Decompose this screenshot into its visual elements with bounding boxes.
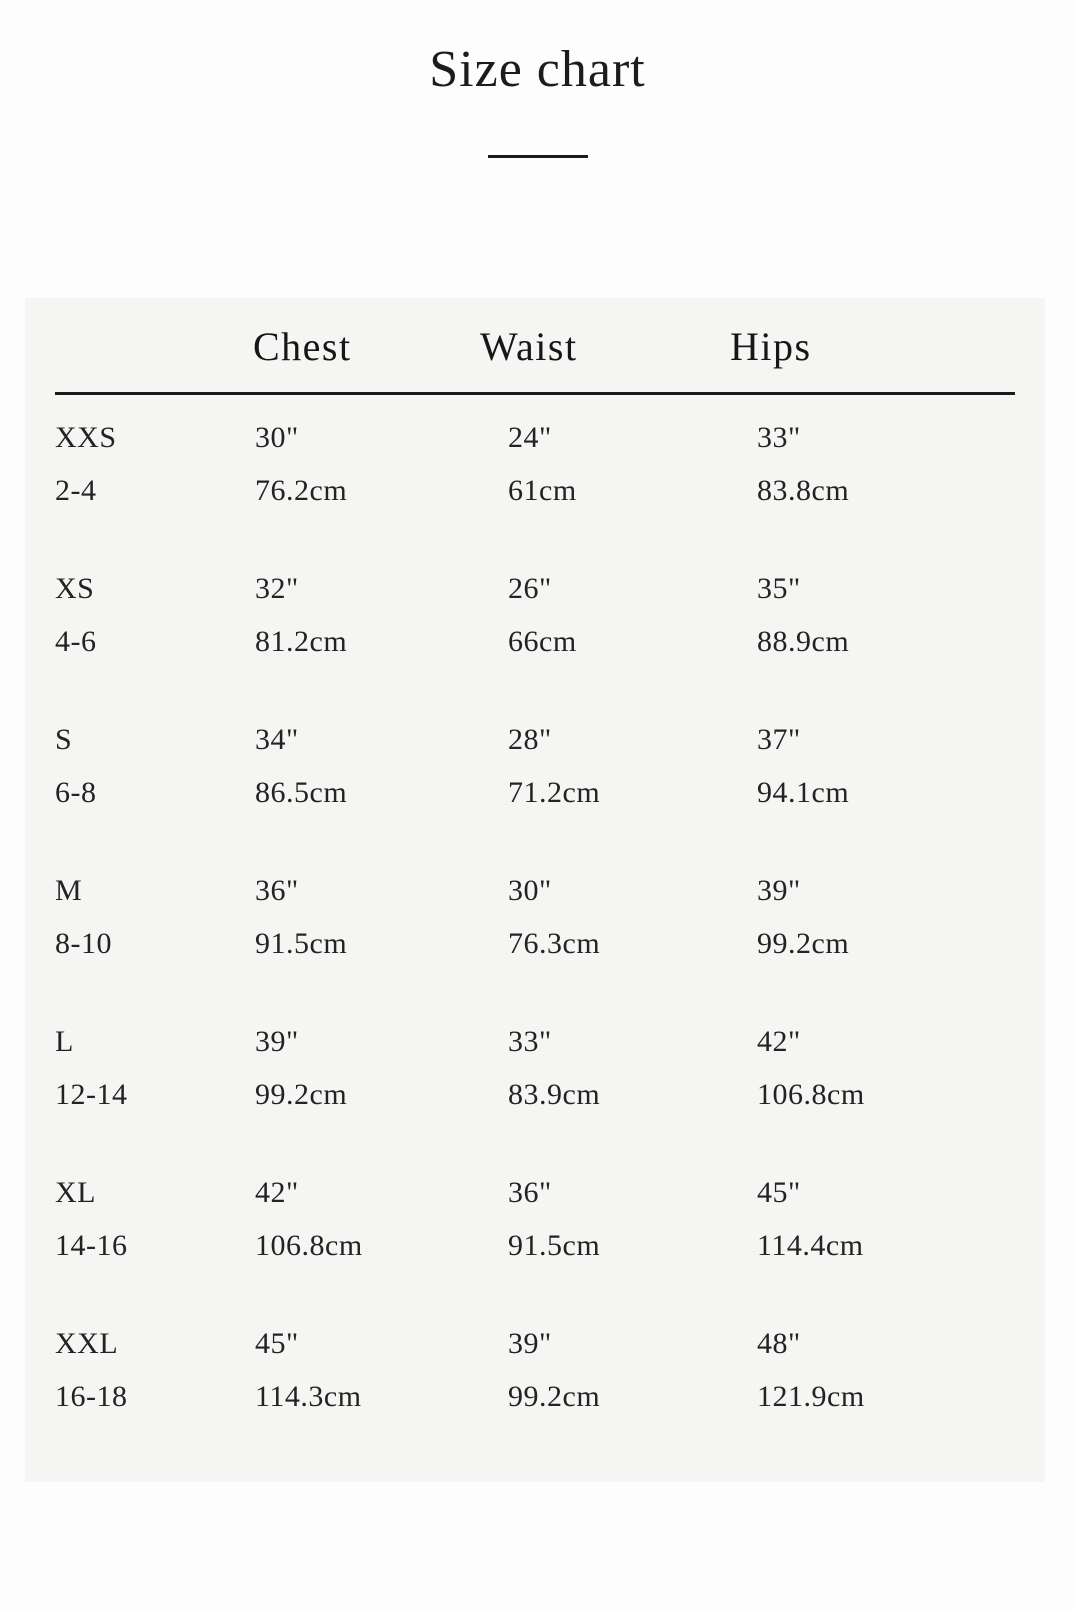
row-line-cm xyxy=(55,774,1015,812)
size-label: XL xyxy=(55,1176,96,1209)
waist-cm-value: 91.5cm xyxy=(508,1229,601,1262)
hips-inches-value: 37" xyxy=(757,723,801,756)
table-row xyxy=(55,1325,1015,1416)
chest-inches-value: 39" xyxy=(255,1025,299,1058)
waist-inches-value: 30" xyxy=(508,874,552,907)
chest-inches-value: 34" xyxy=(255,723,299,756)
row-line-inches xyxy=(55,872,1015,910)
header-rule xyxy=(55,392,1015,395)
chest-cm-value: 86.5cm xyxy=(255,776,348,809)
chest-cm-value: 81.2cm xyxy=(255,625,348,658)
size-range-label: 12-14 xyxy=(55,1078,128,1111)
chest-inches-value: 45" xyxy=(255,1327,299,1360)
waist-cm-value: 83.9cm xyxy=(508,1078,601,1111)
size-range-label: 14-16 xyxy=(55,1229,128,1262)
table-row xyxy=(55,721,1015,812)
waist-inches-value: 39" xyxy=(508,1327,552,1360)
hips-cm-value: 94.1cm xyxy=(757,776,850,809)
row-line-inches xyxy=(55,1023,1015,1061)
hips-inches-value: 45" xyxy=(757,1176,801,1209)
hips-cm-value: 83.8cm xyxy=(757,474,850,507)
hips-inches-value: 42" xyxy=(757,1025,801,1058)
row-line-cm xyxy=(55,623,1015,661)
size-range-label: 2-4 xyxy=(55,474,97,507)
chest-inches-value: 42" xyxy=(255,1176,299,1209)
table-row xyxy=(55,419,1015,510)
chest-cm-value: 91.5cm xyxy=(255,927,348,960)
size-chart-header xyxy=(0,0,1075,158)
hips-inches-value: 39" xyxy=(757,874,801,907)
page-title: Size chart xyxy=(429,41,646,98)
waist-cm-value: 71.2cm xyxy=(508,776,601,809)
size-label: L xyxy=(55,1025,74,1058)
table-body xyxy=(55,419,1015,1416)
column-header-hips: Hips xyxy=(730,324,812,369)
chest-cm-value: 99.2cm xyxy=(255,1078,348,1111)
row-line-cm xyxy=(55,472,1015,510)
size-label: S xyxy=(55,723,73,756)
hips-cm-value: 88.9cm xyxy=(757,625,850,658)
hips-inches-value: 35" xyxy=(757,572,801,605)
table-row xyxy=(55,570,1015,661)
chest-inches-value: 36" xyxy=(255,874,299,907)
chest-cm-value: 76.2cm xyxy=(255,474,348,507)
chest-cm-value: 114.3cm xyxy=(255,1380,362,1413)
hips-cm-value: 106.8cm xyxy=(757,1078,865,1111)
row-line-cm xyxy=(55,1227,1015,1265)
hips-inches-value: 33" xyxy=(757,421,801,454)
row-line-cm xyxy=(55,1378,1015,1416)
column-header-waist: Waist xyxy=(480,324,578,369)
size-range-label: 16-18 xyxy=(55,1380,128,1413)
size-chart-panel xyxy=(25,298,1045,1482)
size-range-label: 6-8 xyxy=(55,776,97,809)
row-line-cm xyxy=(55,1076,1015,1114)
size-label: XXS xyxy=(55,421,117,454)
chest-inches-value: 30" xyxy=(255,421,299,454)
size-range-label: 8-10 xyxy=(55,927,112,960)
table-row xyxy=(55,1023,1015,1114)
row-line-cm xyxy=(55,925,1015,963)
row-line-inches xyxy=(55,1325,1015,1363)
waist-cm-value: 76.3cm xyxy=(508,927,601,960)
hips-cm-value: 121.9cm xyxy=(757,1380,865,1413)
waist-inches-value: 36" xyxy=(508,1176,552,1209)
row-line-inches xyxy=(55,419,1015,457)
chest-cm-value: 106.8cm xyxy=(255,1229,363,1262)
hips-cm-value: 99.2cm xyxy=(757,927,850,960)
waist-cm-value: 61cm xyxy=(508,474,577,507)
row-line-inches xyxy=(55,570,1015,608)
table-row xyxy=(55,872,1015,963)
size-label: XXL xyxy=(55,1327,119,1360)
row-line-inches xyxy=(55,721,1015,759)
column-header-size xyxy=(55,318,253,376)
waist-cm-value: 66cm xyxy=(508,625,577,658)
row-line-inches xyxy=(55,1174,1015,1212)
table-row xyxy=(55,1174,1015,1265)
waist-cm-value: 99.2cm xyxy=(508,1380,601,1413)
hips-cm-value: 114.4cm xyxy=(757,1229,864,1262)
column-header-chest: Chest xyxy=(253,324,352,369)
hips-inches-value: 48" xyxy=(757,1327,801,1360)
waist-inches-value: 24" xyxy=(508,421,552,454)
waist-inches-value: 33" xyxy=(508,1025,552,1058)
waist-inches-value: 28" xyxy=(508,723,552,756)
title-divider xyxy=(488,155,588,158)
waist-inches-value: 26" xyxy=(508,572,552,605)
size-label: M xyxy=(55,874,83,907)
chest-inches-value: 32" xyxy=(255,572,299,605)
table-header-row xyxy=(55,318,1015,376)
size-label: XS xyxy=(55,572,95,605)
size-range-label: 4-6 xyxy=(55,625,97,658)
